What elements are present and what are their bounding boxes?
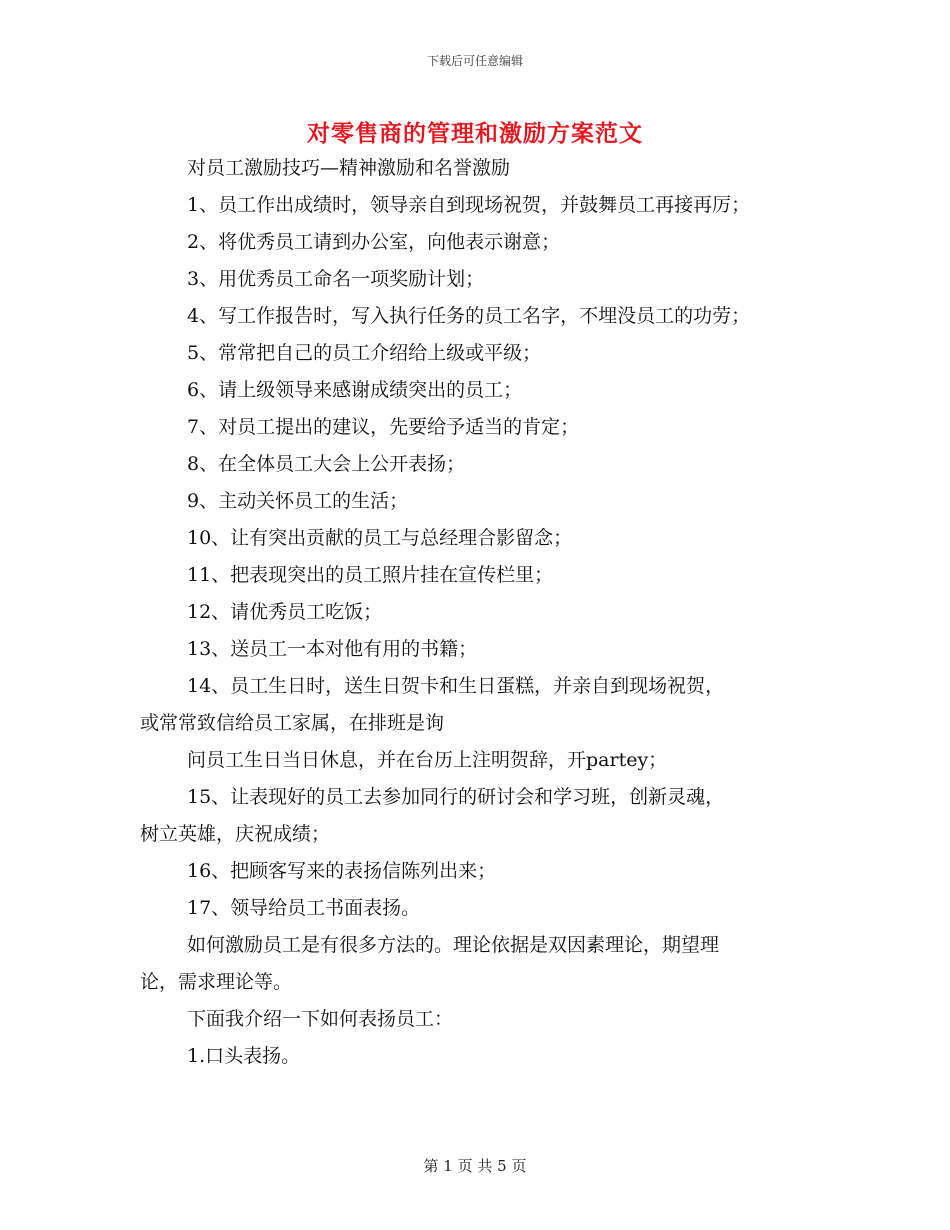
paragraph: 下面我介绍一下如何表扬员工： <box>187 1008 454 1030</box>
list-item-continuation: 问员工生日当日休息，并在台历上注明贺辞，开partey； <box>187 749 668 771</box>
page-number: 第 1 页 共 5 页 <box>423 1157 527 1175</box>
list-item: 14、员工生日时，送生日贺卡和生日蛋糕，并亲自到现场祝贺， <box>187 675 725 697</box>
list-item: 12、请优秀员工吃饭； <box>187 601 383 623</box>
paragraph-continuation: 论，需求理论等。 <box>140 971 293 993</box>
list-item: 15、让表现好的员工去参加同行的研讨会和学习班，创新灵魂， <box>187 786 725 808</box>
list-item: 2、将优秀员工请到办公室，向他表示谢意； <box>187 231 561 253</box>
list-item: 10、让有突出贡献的员工与总经理合影留念； <box>187 527 573 549</box>
list-item: 5、常常把自己的员工介绍给上级或平级； <box>187 342 542 364</box>
list-item: 6、请上级领导来感谢成绩突出的员工； <box>187 379 523 401</box>
list-item-continuation: 或常常致信给员工家属，在排班是询 <box>140 712 445 734</box>
paragraph: 对员工激励技巧—精神激励和名誉激励 <box>187 157 511 179</box>
header-note: 下载后可任意编辑 <box>426 54 523 68</box>
list-item: 11、把表现突出的员工照片挂在宣传栏里； <box>187 564 554 586</box>
list-item: 1、员工作出成绩时，领导亲自到现场祝贺，并鼓舞员工再接再厉； <box>187 194 751 216</box>
list-item: 4、写工作报告时，写入执行任务的员工名字，不埋没员工的功劳； <box>187 305 751 327</box>
document-title: 对零售商的管理和激励方案范文 <box>307 120 643 147</box>
list-item: 9、主动关怀员工的生活； <box>187 490 409 512</box>
list-item: 16、把顾客写来的表扬信陈列出来； <box>187 860 497 882</box>
list-item: 8、在全体员工大会上公开表扬； <box>187 453 466 475</box>
list-item: 7、对员工提出的建议，先要给予适当的肯定； <box>187 416 580 438</box>
list-item: 1.口头表扬。 <box>187 1045 301 1067</box>
list-item: 3、用优秀员工命名一项奖励计划； <box>187 268 485 290</box>
paragraph: 如何激励员工是有很多方法的。理论依据是双因素理论，期望理 <box>187 934 720 956</box>
list-item: 17、领导给员工书面表扬。 <box>187 897 421 919</box>
list-item-continuation: 树立英雄，庆祝成绩； <box>140 823 331 845</box>
list-item: 13、送员工一本对他有用的书籍； <box>187 638 478 660</box>
document-body <box>140 150 820 1075</box>
